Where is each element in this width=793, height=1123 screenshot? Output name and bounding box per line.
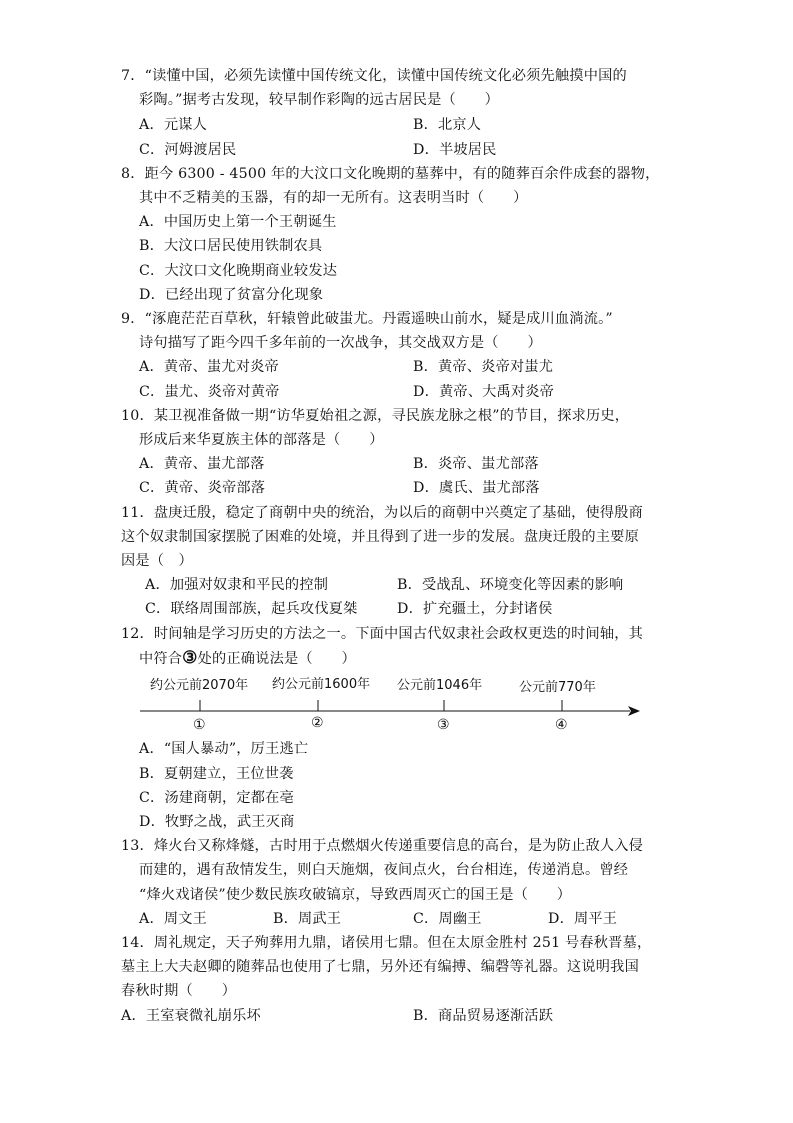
- q12-stem-line1: 12．时间轴是学习历史的方法之一。下面中国古代奴隶社会政权更迭的时间轴，其: [121, 626, 644, 642]
- q9-stem-line2: 诗句描写了距今四千多年前的一次战争，其交战双方是（ ）: [139, 335, 542, 351]
- timeline-label-3: 公元前1046年: [397, 678, 483, 693]
- q10-option-a[interactable]: A．黄帝、蚩尤部落: [139, 456, 265, 472]
- q11-stem-line3: 因是（ ）: [121, 553, 193, 569]
- q7-option-b[interactable]: B．北京人: [413, 117, 482, 133]
- q11-option-d[interactable]: D．扩充疆土，分封诸侯: [397, 601, 553, 617]
- q8-option-c[interactable]: C．大汶口文化晚期商业较发达: [139, 263, 338, 279]
- q13-stem-line3: “烽火戏诸侯”使少数民族攻破镐京，导致西周灭亡的国王是（ ）: [139, 887, 572, 903]
- q7-option-a[interactable]: A．元谋人: [139, 117, 207, 133]
- q12-option-a[interactable]: A．“国人暴动”，厉王逃亡: [139, 741, 309, 757]
- q9-option-a[interactable]: A．黄帝、蚩尤对炎帝: [139, 359, 279, 375]
- timeline-mark-1: ①: [193, 717, 206, 733]
- timeline-mark-4: ④: [555, 717, 568, 733]
- timeline-label-1: 约公元前2070年: [150, 678, 249, 693]
- timeline-mark-2: ②: [311, 715, 324, 731]
- q14-stem-line3: 春秋时期（ ）: [121, 983, 237, 999]
- q11-option-c[interactable]: C．联络周围部族，起兵攻伐夏桀: [145, 601, 358, 617]
- q13-option-a[interactable]: A．周文王: [139, 911, 207, 927]
- q9-option-b[interactable]: B．黄帝、炎帝对蚩尤: [413, 359, 554, 375]
- q13-stem-line1: 13．烽火台又称烽燧，古时用于点燃烟火传递重要信息的高台，是为防止敌人入侵: [121, 838, 644, 854]
- q12-circled-three: ③: [182, 648, 198, 668]
- q14-option-b[interactable]: B．商品贸易逐渐活跃: [413, 1008, 554, 1024]
- q7-stem-line2: 彩陶。”据考古发现，较早制作彩陶的远古居民是（ ）: [139, 92, 500, 108]
- q10-option-d[interactable]: D．虞氏、蚩尤部落: [413, 480, 540, 496]
- q13-option-d[interactable]: D．周平王: [548, 911, 618, 927]
- q9-option-c[interactable]: C．蚩尤、炎帝对黄帝: [139, 384, 280, 400]
- q7-option-d[interactable]: D．半坡居民: [413, 142, 497, 158]
- q13-stem-line2: 而建的，遇有敌情发生，则白天施烟，夜间点火，台台相连，传递消息。曾经: [139, 862, 629, 878]
- q8-stem-line1: 8．距今 6300 - 4500 年的大汶口文化晚期的墓葬中，有的随葬百余件成套的器物，: [121, 166, 660, 182]
- q11-option-a[interactable]: A．加强对奴隶和平民的控制: [145, 577, 329, 593]
- q12-option-d[interactable]: D．牧野之战，武王灭商: [139, 814, 295, 830]
- q8-stem-line2: 其中不乏精美的玉器，有的却一无所有。这表明当时（ ）: [139, 190, 528, 206]
- q11-stem-line2: 这个奴隶制国家摆脱了困难的处境，并且得到了进一步的发展。盘庚迁殷的主要原: [121, 529, 639, 545]
- q7-option-c[interactable]: C．河姆渡居民: [139, 142, 237, 158]
- q9-option-d[interactable]: D．黄帝、大禹对炎帝: [413, 384, 555, 400]
- q10-stem-line1: 10．某卫视准备做一期“访华夏始祖之源，寻民族龙脉之根”的节目，探求历史，: [121, 408, 630, 424]
- q12-stem-line2-b: 处的正确说法是（ ）: [197, 651, 356, 667]
- q12-option-b[interactable]: B．夏朝建立，王位世袭: [139, 766, 294, 782]
- q14-stem-line2: 墓主上大夫赵卿的随葬品也使用了七鼎，另外还有编搏、编磬等礼器。这说明我国: [121, 959, 639, 975]
- q12-option-c[interactable]: C．汤建商朝，定都在亳: [139, 790, 294, 806]
- q10-stem-line2: 形成后来华夏族主体的部落是（ ）: [139, 432, 384, 448]
- q10-option-c[interactable]: C．黄帝、炎帝部落: [139, 480, 266, 496]
- q12-stem-line2-a: 中符合: [139, 651, 183, 667]
- q13-option-c[interactable]: C．周幽王: [413, 911, 482, 927]
- q9-stem-line1: 9．“涿鹿茫茫百草秋，轩辕曾此破蚩尤。丹霞遥映山前水，疑是成川血淌流。”: [121, 311, 613, 327]
- timeline-label-2: 约公元前1600年: [272, 677, 371, 692]
- q8-option-a[interactable]: A．中国历史上第一个王朝诞生: [139, 214, 337, 230]
- q14-option-a[interactable]: A．王室衰微礼崩乐坏: [121, 1008, 261, 1024]
- q14-stem-line1: 14．周礼规定，天子殉葬用九鼎，诸侯用七鼎。但在太原金胜村 251 号春秋晋墓，: [121, 935, 652, 951]
- timeline-mark-3: ③: [437, 717, 450, 733]
- q8-option-d[interactable]: D．已经出现了贫富分化现象: [139, 287, 324, 303]
- q11-option-b[interactable]: B．受战乱、环境变化等因素的影响: [397, 577, 624, 593]
- q11-stem-line1: 11．盘庚迁殷，稳定了商朝中央的统治，为以后的商朝中兴奠定了基础，使得殷商: [121, 505, 644, 521]
- timeline-label-4: 公元前770年: [519, 680, 596, 695]
- q13-option-b[interactable]: B．周武王: [273, 911, 342, 927]
- q8-option-b[interactable]: B．大汶口居民使用铁制农具: [139, 238, 323, 254]
- q7-stem-line1: 7．“读懂中国，必须先读懂中国传统文化，读懂中国传统文化必须先触摸中国的: [121, 68, 627, 84]
- q10-option-b[interactable]: B．炎帝、蚩尤部落: [413, 456, 539, 472]
